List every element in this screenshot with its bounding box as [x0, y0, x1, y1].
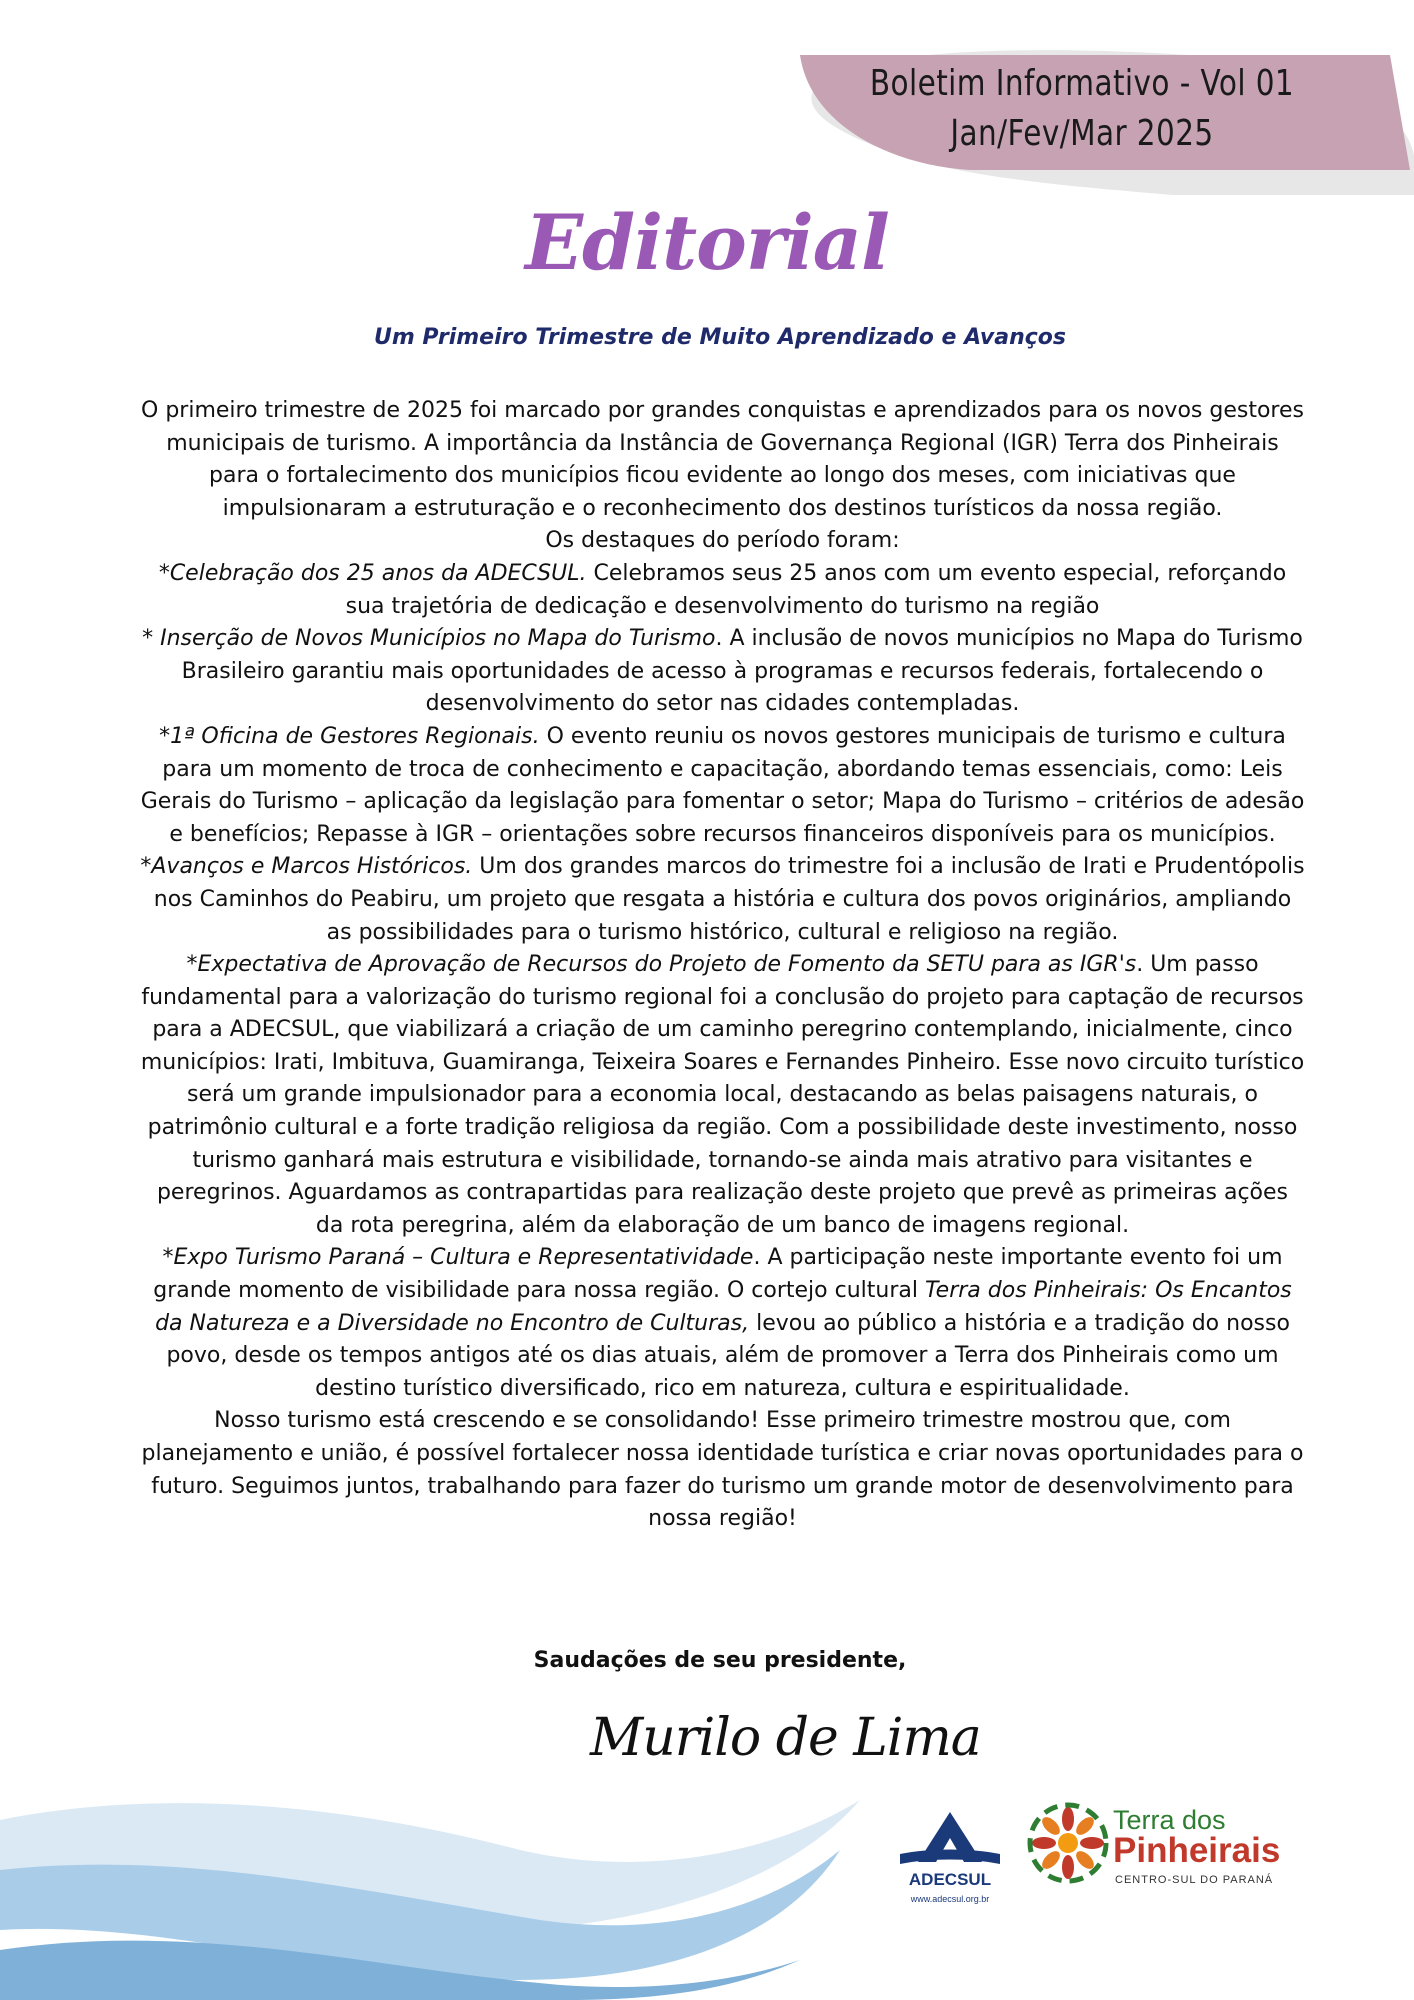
page-title: Editorial [525, 198, 889, 287]
highlight-oficina: *1ª Oficina de Gestores Regionais. O evento reuniu os novos gestores municipais de turismo e cultura para um momento de troca de conhecimento e capacitação, abordando temas essenciais, como: Leis Gerais do Turismo – aplicação da legislação para fomentar o setor; Mapa do Turismo – critérios de adesão e benefícios; Repasse à IGR – orientações sobre recursos financeiros disponíveis para os municípios. [140, 723, 1305, 847]
adecsul-name: ADECSUL [908, 1870, 992, 1889]
tp-name-top: Terra dos [1113, 1805, 1226, 1835]
wave-decoration [0, 1780, 880, 2000]
bulletin-period: Jan/Fev/Mar 2025 [950, 113, 1214, 154]
editorial-body [140, 395, 1305, 1536]
greeting: Saudações de seu presidente, [533, 1648, 907, 1673]
highlight-recursos: *Expectativa de Aprovação de Recursos do Projeto de Fomento da SETU para as IGR's. Um passo fundamental para a valorização do turismo regional foi a conclusão do projeto para captação de recursos para a ADECSUL, que viabilizará a criação de um caminho peregrino contemplando, inicialmente, cinco municípios: Irati, Imbituva, Guamiranga, Teixeira Soares e Fernandes Pinheiro. Esse novo circuito turístico será um grande impulsionador para a economia local, destacando as belas paisagens naturais, o patrimônio cultural e a forte tradição religiosa da região. Com a possibilidade deste investimento, nosso turismo ganhará mais estrutura e visibilidade, tornando-se ainda mais atrativo para visitantes e peregrinos. Aguardamos as contrapartidas para realização deste projeto que prevê as primeiras ações da rota peregrina, além da elaboração de um banco de imagens regional. [140, 952, 1305, 1238]
terra-dos-pinheirais-logo [1025, 1795, 1325, 1895]
page-subtitle: Um Primeiro Trimestre de Muito Aprendizado e Avanços [373, 325, 1067, 350]
adecsul-logo [890, 1810, 1010, 1920]
signature: Murilo de Lima [590, 1708, 981, 1768]
adecsul-url: www.adecsul.org.br [910, 1894, 990, 1904]
issue-badge [770, 35, 1414, 195]
highlight-expo: *Expo Turismo Paraná – Cultura e Representatividade. A participação neste importante evento foi um grande momento de visibilidade para nossa região. O cortejo cultural Terra dos Pinheirais: Os Encantos da Natureza e a Diversidade no Encontro de Culturas, levou ao público a história e a tradição do nosso povo, desde os tempos antigos até os dias atuais, além de promover a Terra dos Pinheirais como um destino turístico diversificado, rico em natureza, cultura e espiritualidade. [153, 1245, 1292, 1401]
intro-paragraph: O primeiro trimestre de 2025 foi marcado por grandes conquistas e aprendizados para os novos gestores municipais de turismo. A importância da Instância de Governança Regional (IGR) Terra dos Pinheirais para o fortalecimento dos municípios ficou evidente ao longo dos meses, com iniciativas que impulsionaram a estruturação e o reconhecimento dos destinos turísticos da nossa região. [141, 398, 1304, 521]
adecsul-a-icon [890, 1810, 1010, 1872]
closing-paragraph: Nosso turismo está crescendo e se consolidando! Esse primeiro trimestre mostrou que, com planejamento e união, é possível fortalecer nossa identidade turística e criar novas oportunidades para o futuro. Seguimos juntos, trabalhando para fazer do turismo um grande motor de desenvolvimento para nossa região! [141, 1408, 1304, 1532]
bulletin-volume: Boletim Informativo - Vol 01 [869, 63, 1295, 104]
flower-icon [1025, 1795, 1111, 1895]
highlight-marcos: *Avanços e Marcos Históricos. Um dos grandes marcos do trimestre foi a inclusão de Irati e Prudentópolis nos Caminhos do Peabiru, um projeto que resgata a história e cultura dos povos originários, ampliando as possibilidades para o turismo histórico, cultural e religioso na região. [140, 854, 1305, 945]
highlight-mapa-turismo: * Inserção de Novos Municípios no Mapa do Turismo. A inclusão de novos municípios no Mapa do Turismo Brasileiro garantiu mais oportunidades de acesso à programas e recursos federais, fortalecendo o desenvolvimento do setor nas cidades contempladas. [142, 626, 1303, 717]
highlights-intro: Os destaques do período foram: [545, 528, 900, 554]
tp-region: CENTRO-SUL DO PARANÁ [1115, 1874, 1274, 1886]
tp-name-main: Pinheirais [1113, 1831, 1281, 1870]
highlight-adecsul-25: *Celebração dos 25 anos da ADECSUL. Celebramos seus 25 anos com um evento especial, reforçando sua trajetória de dedicação e desenvolvimento do turismo na região [158, 560, 1287, 619]
